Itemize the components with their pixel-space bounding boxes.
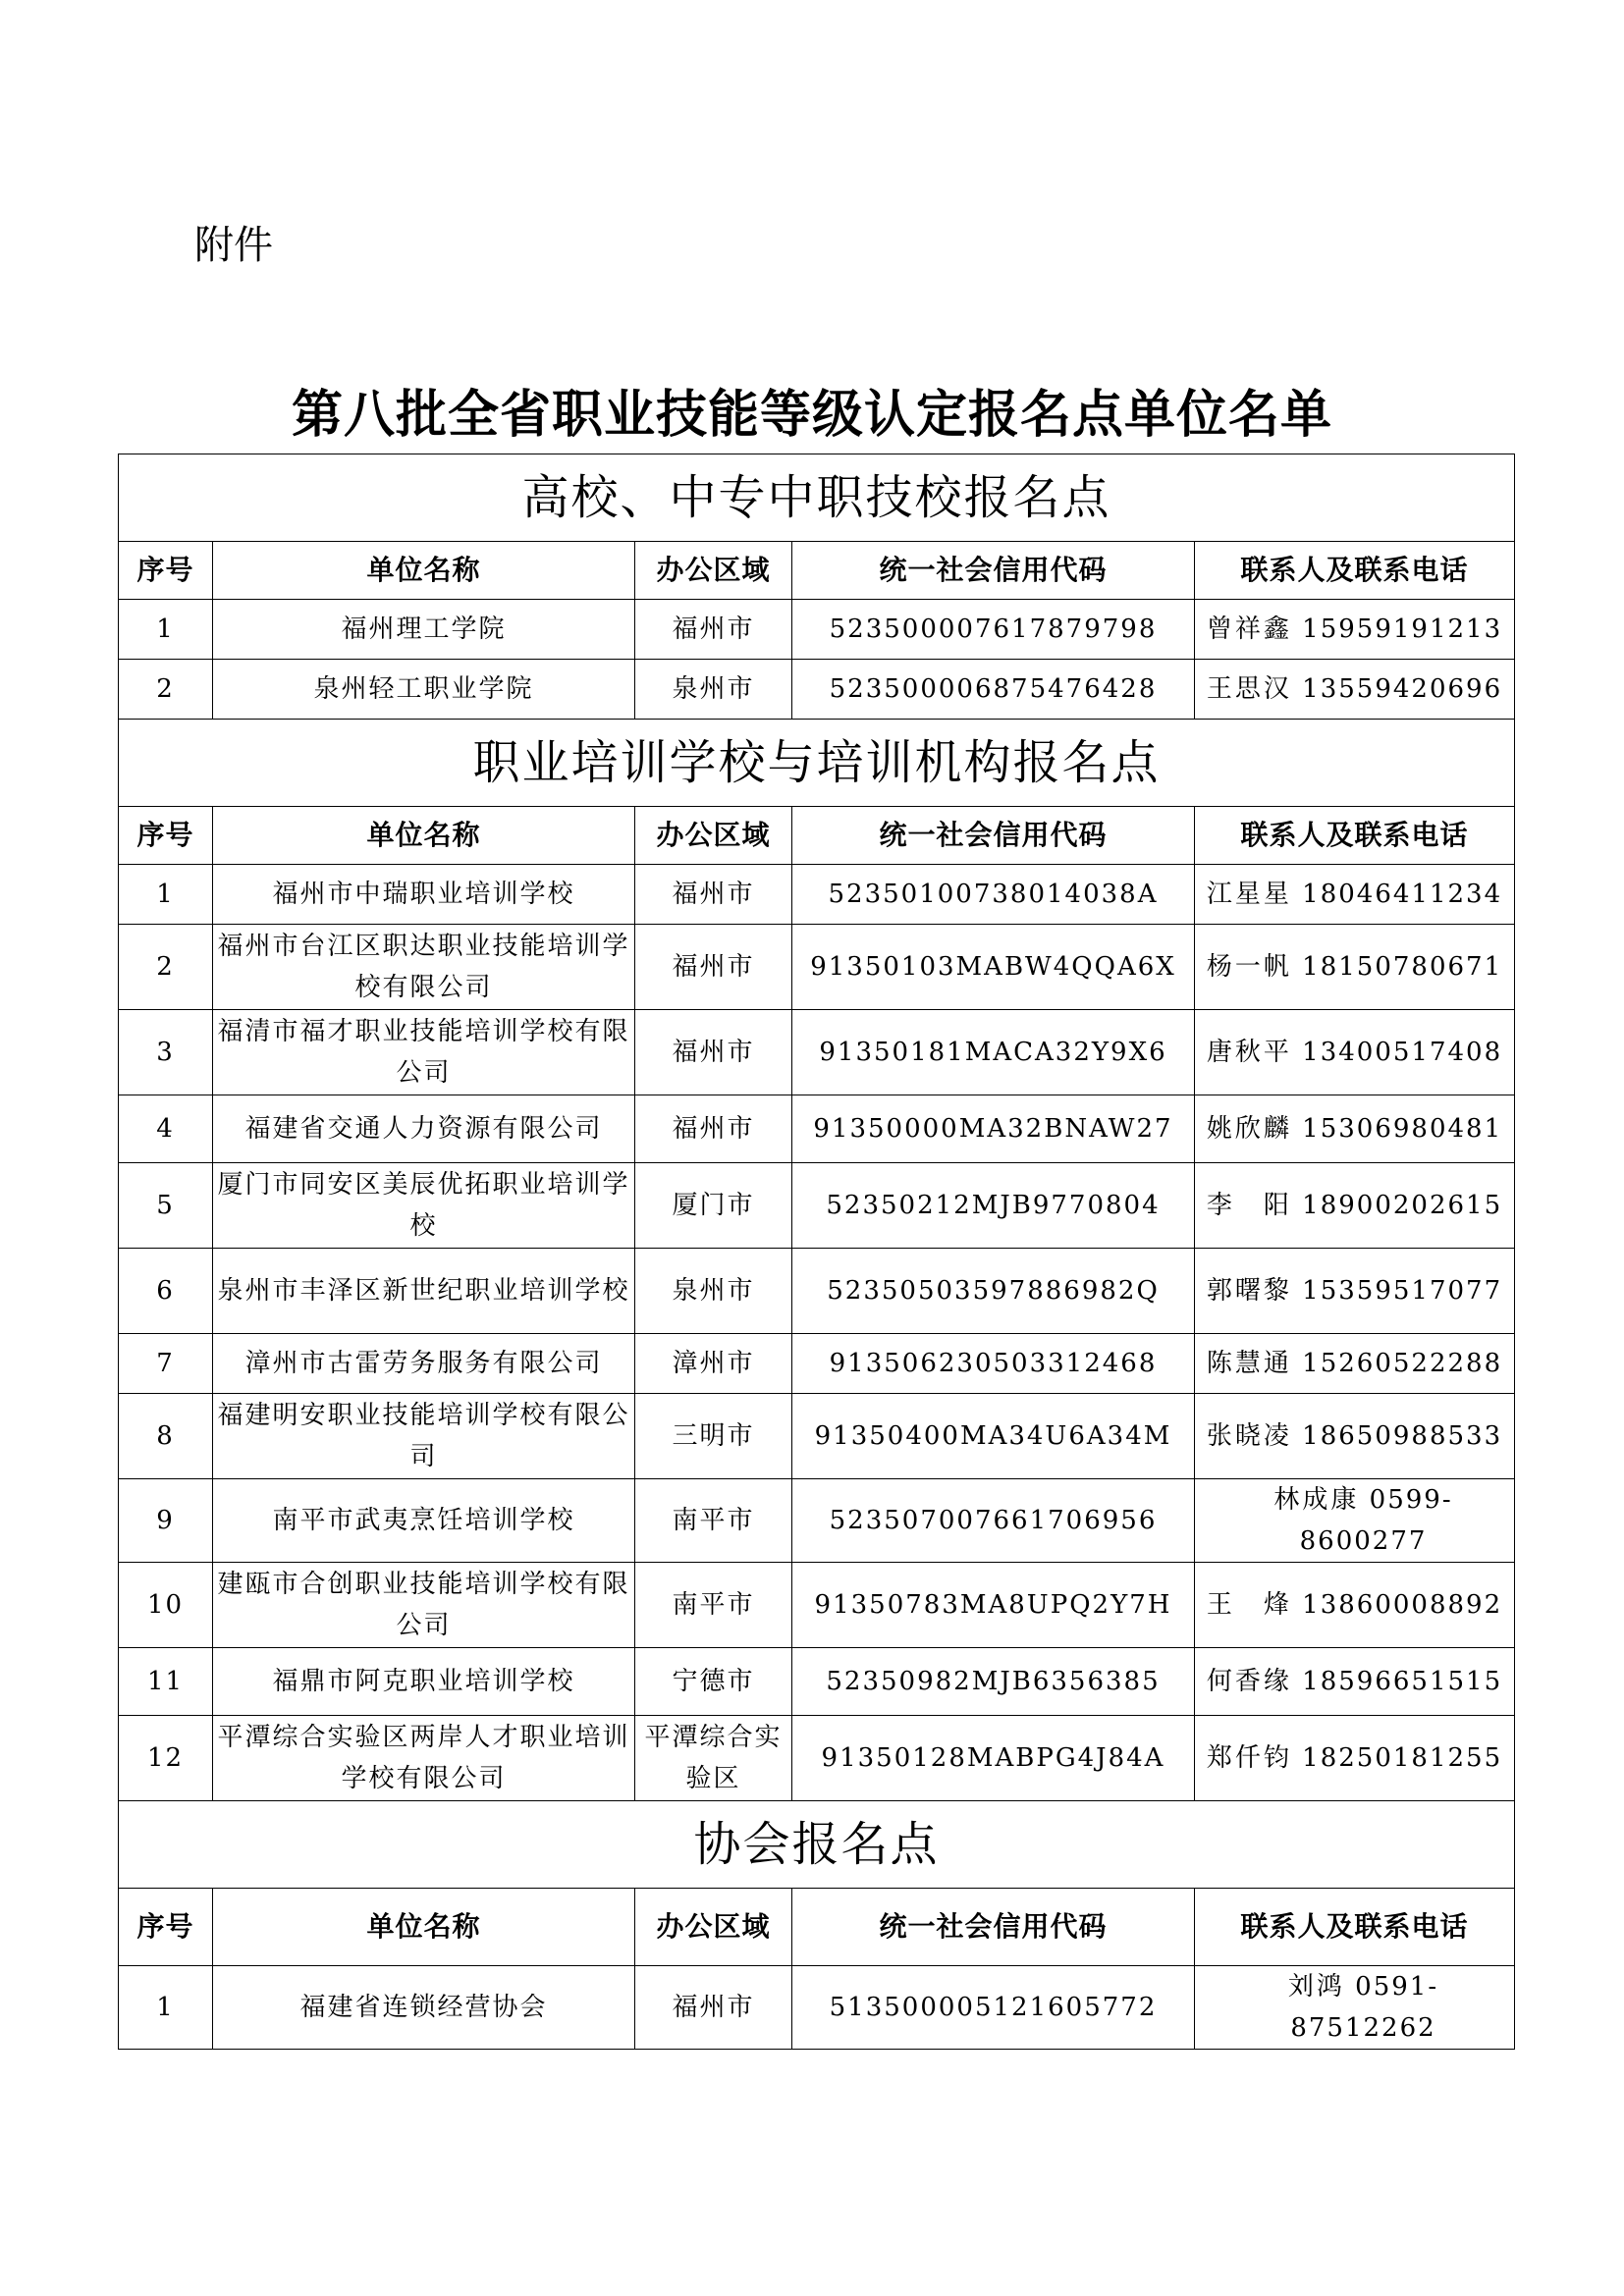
contact-phone: 18150780671 xyxy=(1302,952,1503,982)
cell-code: 52350100738014038A xyxy=(792,865,1195,925)
cell-no: 8 xyxy=(119,1394,213,1479)
section-title: 协会报名点 xyxy=(119,1801,1515,1889)
contact-phone: 15306980481 xyxy=(1302,1114,1503,1144)
cell-contact xyxy=(1195,1394,1515,1479)
cell-code: 52350503597886982Q xyxy=(792,1249,1195,1334)
cell-code: 523507007661706956 xyxy=(792,1479,1195,1563)
section-title: 职业培训学校与培训机构报名点 xyxy=(119,720,1515,807)
table-row xyxy=(119,660,1515,720)
header-no: 序号 xyxy=(119,807,213,865)
cell-contact xyxy=(1195,1334,1515,1394)
header-area: 办公区域 xyxy=(635,807,792,865)
cell-unit: 南平市武夷烹饪培训学校 xyxy=(213,1479,635,1563)
cell-contact xyxy=(1195,1163,1515,1249)
cell-area: 福州市 xyxy=(635,1010,792,1095)
cell-contact xyxy=(1195,1716,1515,1801)
contact-name: 江星星 xyxy=(1206,880,1292,909)
header-contact: 联系人及联系电话 xyxy=(1195,807,1515,865)
cell-code: 91350783MA8UPQ2Y7H xyxy=(792,1563,1195,1648)
header-unit: 单位名称 xyxy=(213,542,635,600)
cell-code: 513500005121605772 xyxy=(792,1966,1195,2050)
contact-name: 李 阳 xyxy=(1206,1191,1292,1220)
contact-name: 杨一帆 xyxy=(1206,952,1292,982)
table-row xyxy=(119,1648,1515,1716)
document-title: 第八批全省职业技能等级认定报名点单位名单 xyxy=(291,385,1332,445)
contact-phone: 18250181255 xyxy=(1302,1743,1503,1773)
cell-unit: 福鼎市阿克职业培训学校 xyxy=(213,1648,635,1716)
cell-contact xyxy=(1195,865,1515,925)
cell-code: 91350400MA34U6A34M xyxy=(792,1394,1195,1479)
table-row xyxy=(119,925,1515,1010)
cell-code: 52350982MJB6356385 xyxy=(792,1648,1195,1716)
table-row xyxy=(119,1163,1515,1249)
contact-phone: 13400517408 xyxy=(1302,1038,1503,1067)
contact-name: 林成康 xyxy=(1273,1485,1360,1515)
cell-code: 91350103MABW4QQA6X xyxy=(792,925,1195,1010)
cell-area: 泉州市 xyxy=(635,660,792,720)
table-row xyxy=(119,1010,1515,1095)
header-contact: 联系人及联系电话 xyxy=(1195,1889,1515,1966)
contact-phone: 15959191213 xyxy=(1302,614,1503,644)
header-code: 统一社会信用代码 xyxy=(792,807,1195,865)
cell-area: 平潭综合实验区 xyxy=(635,1716,792,1801)
contact-name: 姚欣麟 xyxy=(1206,1114,1292,1144)
cell-unit: 福清市福才职业技能培训学校有限公司 xyxy=(213,1010,635,1095)
contact-name: 刘鸿 xyxy=(1287,1972,1345,2002)
cell-unit: 福建省交通人力资源有限公司 xyxy=(213,1095,635,1163)
table-row xyxy=(119,1479,1515,1563)
header-area: 办公区域 xyxy=(635,542,792,600)
header-code: 统一社会信用代码 xyxy=(792,1889,1195,1966)
cell-no: 5 xyxy=(119,1163,213,1249)
cell-area: 漳州市 xyxy=(635,1334,792,1394)
contact-phone: 0591-87512262 xyxy=(1290,1972,1439,2043)
table-row xyxy=(119,865,1515,925)
section-title: 高校、中专中职技校报名点 xyxy=(119,454,1515,542)
cell-no: 9 xyxy=(119,1479,213,1563)
table-row xyxy=(119,1249,1515,1334)
contact-name: 郑仟钧 xyxy=(1206,1743,1292,1773)
cell-unit: 泉州轻工职业学院 xyxy=(213,660,635,720)
cell-code: 913506230503312468 xyxy=(792,1334,1195,1394)
contact-phone: 18650988533 xyxy=(1302,1421,1503,1451)
cell-unit: 漳州市古雷劳务服务有限公司 xyxy=(213,1334,635,1394)
cell-contact xyxy=(1195,1563,1515,1648)
cell-area: 福州市 xyxy=(635,1095,792,1163)
contact-name: 张晓凌 xyxy=(1206,1421,1292,1451)
cell-no: 4 xyxy=(119,1095,213,1163)
cell-contact xyxy=(1195,1648,1515,1716)
cell-area: 福州市 xyxy=(635,865,792,925)
cell-code: 91350181MACA32Y9X6 xyxy=(792,1010,1195,1095)
cell-code: 91350128MABPG4J84A xyxy=(792,1716,1195,1801)
contact-phone: 15359517077 xyxy=(1302,1276,1503,1306)
cell-unit: 泉州市丰泽区新世纪职业培训学校 xyxy=(213,1249,635,1334)
header-no: 序号 xyxy=(119,1889,213,1966)
cell-code: 91350000MA32BNAW27 xyxy=(792,1095,1195,1163)
section-title-row xyxy=(119,1801,1515,1889)
contact-phone: 15260522288 xyxy=(1302,1349,1503,1378)
cell-unit: 厦门市同安区美辰优拓职业培训学校 xyxy=(213,1163,635,1249)
table-row xyxy=(119,1716,1515,1801)
cell-unit: 福州市中瑞职业培训学校 xyxy=(213,865,635,925)
cell-area: 福州市 xyxy=(635,600,792,660)
cell-no: 12 xyxy=(119,1716,213,1801)
cell-contact xyxy=(1195,925,1515,1010)
cell-area: 泉州市 xyxy=(635,1249,792,1334)
cell-contact xyxy=(1195,1249,1515,1334)
cell-no: 1 xyxy=(119,865,213,925)
header-code: 统一社会信用代码 xyxy=(792,542,1195,600)
cell-no: 1 xyxy=(119,1966,213,2050)
header-unit: 单位名称 xyxy=(213,807,635,865)
cell-no: 2 xyxy=(119,660,213,720)
cell-no: 7 xyxy=(119,1334,213,1394)
contact-name: 唐秋平 xyxy=(1206,1038,1292,1067)
header-row xyxy=(119,542,1515,600)
attachment-label: 附件 xyxy=(194,223,273,268)
cell-contact xyxy=(1195,1010,1515,1095)
cell-no: 6 xyxy=(119,1249,213,1334)
header-contact: 联系人及联系电话 xyxy=(1195,542,1515,600)
contact-name: 曾祥鑫 xyxy=(1206,614,1292,644)
header-no: 序号 xyxy=(119,542,213,600)
cell-unit: 建瓯市合创职业技能培训学校有限公司 xyxy=(213,1563,635,1648)
cell-no: 11 xyxy=(119,1648,213,1716)
cell-area: 南平市 xyxy=(635,1479,792,1563)
cell-unit: 福建省连锁经营协会 xyxy=(213,1966,635,2050)
cell-no: 1 xyxy=(119,600,213,660)
table-row xyxy=(119,600,1515,660)
contact-phone: 0599-8600277 xyxy=(1299,1485,1453,1556)
cell-contact xyxy=(1195,600,1515,660)
contact-name: 王思汉 xyxy=(1206,674,1292,704)
contact-name: 王 烽 xyxy=(1206,1590,1292,1620)
cell-contact xyxy=(1195,660,1515,720)
header-row xyxy=(119,1889,1515,1966)
cell-area: 宁德市 xyxy=(635,1648,792,1716)
contact-phone: 13559420696 xyxy=(1302,674,1503,704)
section-title-row xyxy=(119,454,1515,542)
header-row xyxy=(119,807,1515,865)
registration-points-table xyxy=(118,454,1515,2050)
cell-contact xyxy=(1195,1966,1515,2050)
header-area: 办公区域 xyxy=(635,1889,792,1966)
cell-area: 南平市 xyxy=(635,1563,792,1648)
cell-no: 10 xyxy=(119,1563,213,1648)
cell-code: 523500007617879798 xyxy=(792,600,1195,660)
contact-phone: 18596651515 xyxy=(1302,1667,1503,1696)
cell-no: 2 xyxy=(119,925,213,1010)
cell-unit: 平潭综合实验区两岸人才职业培训学校有限公司 xyxy=(213,1716,635,1801)
table-row xyxy=(119,1394,1515,1479)
cell-contact xyxy=(1195,1479,1515,1563)
cell-unit: 福州市台江区职达职业技能培训学校有限公司 xyxy=(213,925,635,1010)
cell-area: 福州市 xyxy=(635,1966,792,2050)
table-row xyxy=(119,1966,1515,2050)
contact-name: 何香缘 xyxy=(1206,1667,1292,1696)
contact-name: 陈慧通 xyxy=(1206,1349,1292,1378)
table-body xyxy=(119,454,1515,2050)
table-row xyxy=(119,1334,1515,1394)
section-title-row xyxy=(119,720,1515,807)
cell-area: 三明市 xyxy=(635,1394,792,1479)
header-unit: 单位名称 xyxy=(213,1889,635,1966)
contact-phone: 13860008892 xyxy=(1302,1590,1503,1620)
cell-no: 3 xyxy=(119,1010,213,1095)
cell-area: 福州市 xyxy=(635,925,792,1010)
table-row xyxy=(119,1095,1515,1163)
cell-area: 厦门市 xyxy=(635,1163,792,1249)
cell-code: 52350212MJB9770804 xyxy=(792,1163,1195,1249)
cell-code: 523500006875476428 xyxy=(792,660,1195,720)
contact-phone: 18046411234 xyxy=(1302,880,1503,909)
cell-unit: 福建明安职业技能培训学校有限公司 xyxy=(213,1394,635,1479)
contact-name: 郭曙黎 xyxy=(1206,1276,1292,1306)
contact-phone: 18900202615 xyxy=(1302,1191,1503,1220)
table-row xyxy=(119,1563,1515,1648)
cell-contact xyxy=(1195,1095,1515,1163)
cell-unit: 福州理工学院 xyxy=(213,600,635,660)
